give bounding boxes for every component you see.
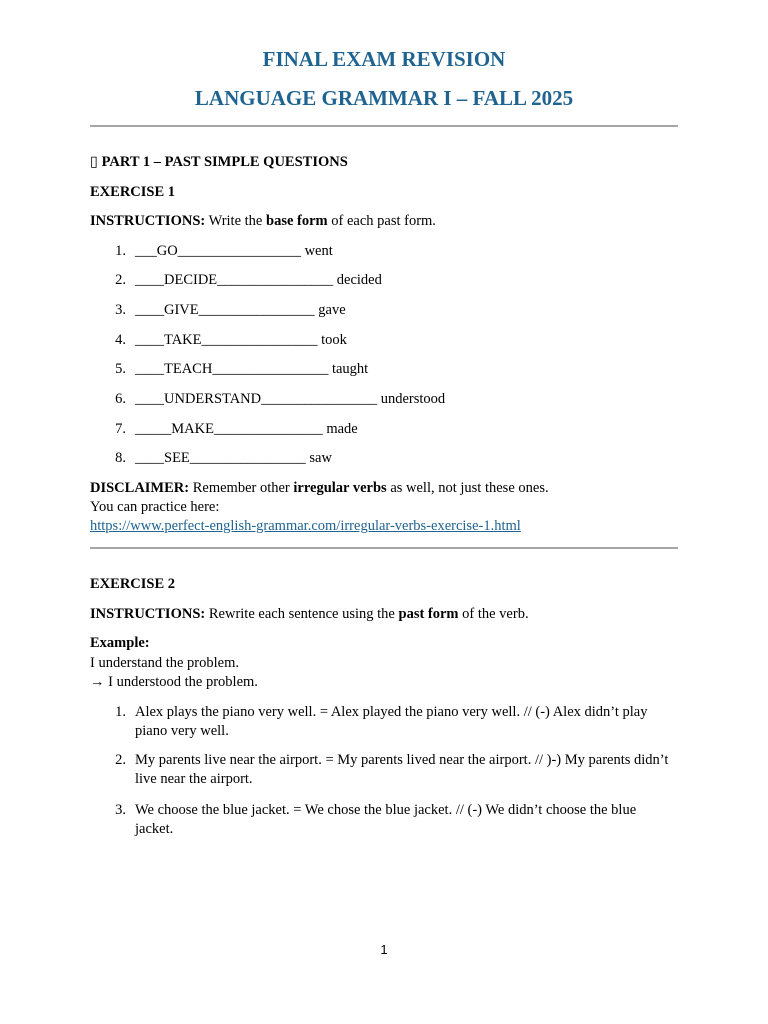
disclaimer-emphasis: irregular verbs (293, 480, 387, 496)
horizontal-divider (90, 547, 678, 549)
document-page (90, 0, 678, 1024)
instructions-label: INSTRUCTIONS: (90, 213, 206, 229)
horizontal-divider (90, 125, 678, 127)
list-item-number: 1. (115, 704, 126, 720)
list-item-text: Alex plays the piano very well. = Alex played the piano very well. // (-) Alex didn’t play piano very well. (135, 704, 648, 739)
list-item-number: 3. (115, 802, 126, 818)
list-item-text: We choose the blue jacket. = We chose the blue jacket. // (-) We didn’t choose the blue jacket. (135, 802, 637, 837)
checkbox-icon: ▯ (90, 154, 98, 170)
list-item-number: 6. (115, 391, 126, 407)
instructions-emphasis: past form (398, 606, 459, 622)
instructions-text-pre: Rewrite each sentence using the (205, 606, 399, 622)
list-item-number: 8. (115, 450, 126, 466)
document-title: FINAL EXAM REVISION (262, 47, 506, 71)
practice-note: You can practice here: (90, 499, 220, 515)
list-item-number: 5. (115, 361, 126, 377)
instructions-emphasis: base form (266, 213, 328, 229)
instructions-text-post: of the verb. (458, 606, 529, 622)
list-item-text: ____GIVE________________ gave (135, 302, 346, 318)
exercise1-heading: EXERCISE 1 (90, 184, 176, 200)
instructions-label: INSTRUCTIONS: (90, 606, 206, 622)
list-item-number: 3. (115, 302, 126, 318)
disclaimer-label: DISCLAIMER: (90, 480, 190, 496)
list-item-text: ____UNDERSTAND________________ understood (135, 391, 446, 407)
list-item-text: ____SEE________________ saw (135, 450, 332, 466)
part1-heading-text: PART 1 – PAST SIMPLE QUESTIONS (101, 154, 348, 170)
disclaimer (90, 479, 549, 498)
list-item-text: ____TAKE________________ took (135, 332, 347, 348)
list-item-text: My parents live near the airport. = My parents lived near the airport. // )-) My parents didn’t live near the airport. (135, 752, 669, 787)
part1-heading (90, 153, 348, 172)
list-item-number: 1. (115, 243, 126, 259)
document-subtitle: LANGUAGE GRAMMAR I – FALL 2025 (194, 86, 574, 110)
list-item-number: 2. (115, 272, 126, 288)
example-label: Example: (90, 635, 150, 651)
example-question: I understand the problem. (90, 655, 239, 671)
disclaimer-text-pre: Remember other (189, 480, 294, 496)
disclaimer-text-post: as well, not just these ones. (386, 480, 549, 496)
list-item-text: _____MAKE_______________ made (135, 421, 358, 437)
list-item-number: 7. (115, 421, 126, 437)
exercise1-instructions (90, 212, 436, 231)
page-number: 1 (380, 942, 388, 957)
list-item-number: 4. (115, 332, 126, 348)
list-item-text: ____TEACH________________ taught (135, 361, 369, 377)
exercise2-heading: EXERCISE 2 (90, 576, 176, 592)
practice-link[interactable]: https://www.perfect-english-grammar.com/irregular-verbs-exercise-1.html (90, 518, 521, 534)
list-item-text: ___GO_________________ went (135, 243, 333, 259)
instructions-text-post: of each past form. (327, 213, 436, 229)
exercise2-instructions (90, 605, 529, 624)
instructions-text-pre: Write the (205, 213, 266, 229)
list-item-text: ____DECIDE________________ decided (135, 272, 382, 288)
example-answer: → I understood the problem. (90, 674, 258, 690)
list-item-number: 2. (115, 752, 126, 768)
